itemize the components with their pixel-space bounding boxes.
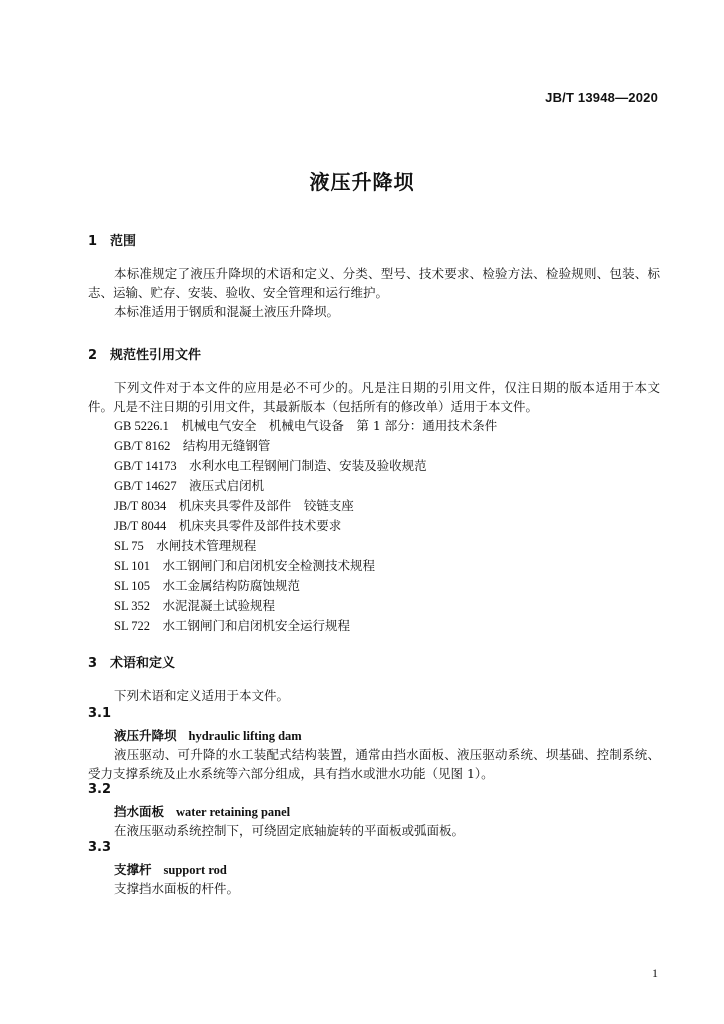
section-number: 3	[88, 656, 98, 671]
term-zh: 液压升降坝	[114, 728, 177, 743]
term-en: support rod	[163, 863, 227, 877]
term-name	[114, 802, 290, 820]
section-1-heading	[88, 230, 136, 249]
reference-code: SL 75	[114, 539, 144, 553]
reference-item	[114, 496, 354, 516]
reference-title: 水工钢闸门和启闭机安全检测技术规程	[162, 558, 376, 573]
section-3-heading	[88, 652, 175, 671]
reference-title: 水利水电工程钢闸门制造、安装及验收规范	[189, 458, 427, 473]
reference-item	[114, 596, 275, 616]
reference-title: 水工金属结构防腐蚀规范	[162, 578, 301, 593]
section-heading-text: 范围	[110, 234, 137, 249]
reference-code: SL 101	[114, 559, 150, 573]
reference-title: 结构用无缝钢管	[182, 438, 271, 453]
term-number: 3.2	[88, 782, 112, 797]
reference-code: GB/T 14627	[114, 479, 177, 493]
term-zh: 挡水面板	[114, 804, 165, 819]
reference-title: 液压式启闭机	[189, 478, 265, 493]
reference-item	[114, 456, 427, 476]
reference-item	[114, 556, 375, 576]
reference-item	[114, 416, 497, 436]
reference-item	[114, 516, 341, 536]
term-number: 3.1	[88, 706, 112, 721]
term-number: 3.3	[88, 840, 112, 855]
reference-title: 水工钢闸门和启闭机安全运行规程	[162, 618, 351, 633]
section-3-intro: 下列术语和定义适用于本文件。	[114, 688, 290, 703]
section-2-intro: 下列文件对于本文件的应用是必不可少的。凡是注日期的引用文件，仅注日期的版本适用于本文件。凡是不注日期的引用文件，其最新版本（包括所有的修改单）适用于本文件。	[88, 380, 660, 414]
term-name	[114, 726, 302, 744]
reference-title: 机械电气安全 机械电气设备 第 1 部分：通用技术条件	[181, 418, 498, 433]
section-number: 1	[88, 234, 98, 249]
term-en: hydraulic lifting dam	[188, 729, 302, 743]
term-en: water retaining panel	[176, 805, 291, 819]
standard-code: JB/T 13948—2020	[545, 90, 658, 105]
reference-code: GB/T 8162	[114, 439, 171, 453]
reference-title: 水泥混凝土试验规程	[162, 598, 276, 613]
term-definition: 支撑挡水面板的杆件。	[114, 881, 240, 896]
reference-item	[114, 536, 256, 556]
section-1-paragraph-1: 本标准规定了液压升降坝的术语和定义、分类、型号、技术要求、检验方法、检验规则、包装、标志、运输、贮存、安装、验收、安全管理和运行维护。	[88, 266, 660, 300]
section-heading-text: 术语和定义	[110, 656, 176, 671]
term-definition: 在液压驱动系统控制下，可绕固定底轴旋转的平面板或弧面板。	[114, 823, 465, 838]
term-name	[114, 860, 227, 878]
reference-title: 水闸技术管理规程	[156, 538, 257, 553]
reference-item	[114, 436, 270, 456]
section-number: 2	[88, 348, 98, 363]
term-zh: 支撑杆	[114, 862, 152, 877]
reference-code: SL 105	[114, 579, 150, 593]
term-definition: 液压驱动、可升降的水工装配式结构装置，通常由挡水面板、液压驱动系统、坝基础、控制系统、受力支撑系统及止水系统等六部分组成，具有挡水或泄水功能（见图 1）。	[88, 747, 660, 781]
reference-item	[114, 576, 300, 596]
document-title: 液压升降坝	[309, 170, 415, 194]
reference-code: GB 5226.1	[114, 419, 169, 433]
reference-code: GB/T 14173	[114, 459, 177, 473]
reference-item	[114, 616, 350, 636]
page-number: 1	[652, 966, 658, 980]
section-2-heading	[88, 344, 201, 363]
reference-title: 机床夹具零件及部件技术要求	[178, 518, 342, 533]
reference-code: JB/T 8044	[114, 519, 167, 533]
reference-code: JB/T 8034	[114, 499, 167, 513]
reference-code: SL 352	[114, 599, 150, 613]
reference-code: SL 722	[114, 619, 150, 633]
reference-title: 机床夹具零件及部件 铰链支座	[178, 498, 354, 513]
section-heading-text: 规范性引用文件	[110, 348, 202, 363]
section-1-paragraph-2: 本标准适用于钢质和混凝土液压升降坝。	[114, 304, 340, 319]
reference-item	[114, 476, 264, 496]
